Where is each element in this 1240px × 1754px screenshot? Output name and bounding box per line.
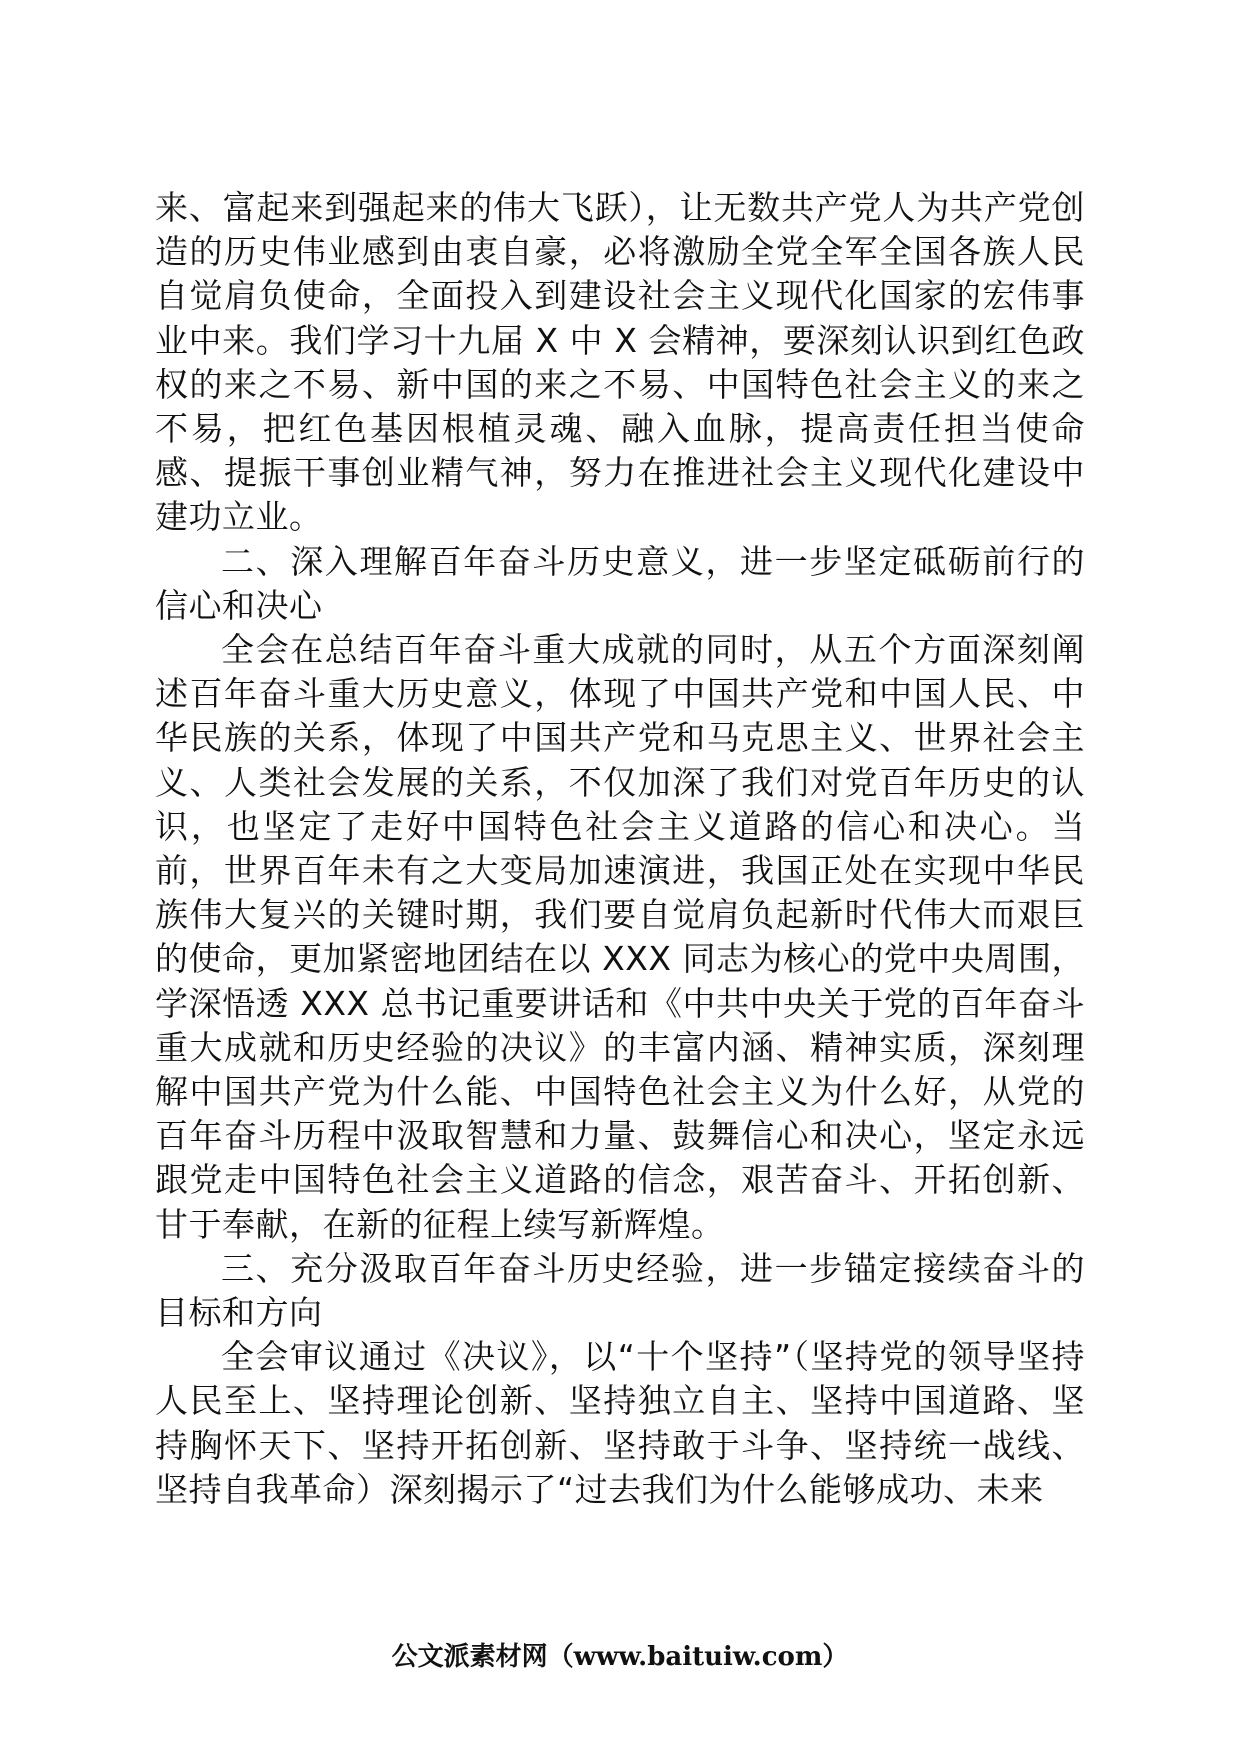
section-heading-2: 二、深入理解百年奋斗历史意义，进一步坚定砥砺前行的信心和决心	[155, 541, 1085, 625]
paragraph-continuation: 来、富起来到强起来的伟大飞跃），让无数共产党人为共产党创造的历史伟业感到由衷自豪，必将激励全党全军全国各族人民自觉肩负使命，全面投入到建设社会主义现代化国家的宏伟事业中来。我们学习十九届 X 中 X 会精神，要深刻认识到红色政权的来之不易、新中国的来之不易、中国特色社会主义的来之不易，把红色基因根植灵魂、融入血脉，提高责任担当使命感、提振干事创业精气神，努力在推进社会主义现代化建设中建功立业。	[155, 188, 1085, 537]
page-footer: 公文派素材网（www.baituiw.com）	[391, 1642, 849, 1672]
paragraph-section-3: 全会审议通过《决议》，以“十个坚持”（坚持党的领导坚持人民至上、坚持理论创新、坚持独立自主、坚持中国道路、坚持胸怀天下、坚持开拓创新、坚持敢于斗争、坚持统一战线、坚持自我革命）深刻揭示了“过去我们为什么能够成功、未来	[155, 1337, 1085, 1509]
section-heading-3: 三、充分汲取百年奋斗历史经验，进一步锚定接续奋斗的目标和方向	[155, 1248, 1085, 1333]
paragraph-section-2: 全会在总结百年奋斗重大成就的同时，从五个方面深刻阐述百年奋斗重大历史意义，体现了中国共产党和中国人民、中华民族的关系，体现了中国共产党和马克思主义、世界社会主义、人类社会发展的关系，不仅加深了我们对党百年历史的认识，也坚定了走好中国特色社会主义道路的信心和决心。当前，世界百年未有之大变局加速演进，我国正处在实现中华民族伟大复兴的关键时期，我们要自觉肩负起新时代伟大而艰巨的使命，更加紧密地团结在以 XXX 同志为核心的党中央周围，学深悟透 XXX 总书记重要讲话和《中共中央关于党的百年奋斗重大成就和历史经验的决议》的丰富内涵、精神实质，深刻理解中国共产党为什么能、中国特色社会主义为什么好，从党的百年奋斗历程中汲取智慧和力量、鼓舞信心和决心，坚定永远跟党走中国特色社会主义道路的信念，艰苦奋斗、开拓创新、甘于奉献，在新的征程上续写新辉煌。	[155, 630, 1085, 1244]
document-body	[155, 186, 1085, 1512]
